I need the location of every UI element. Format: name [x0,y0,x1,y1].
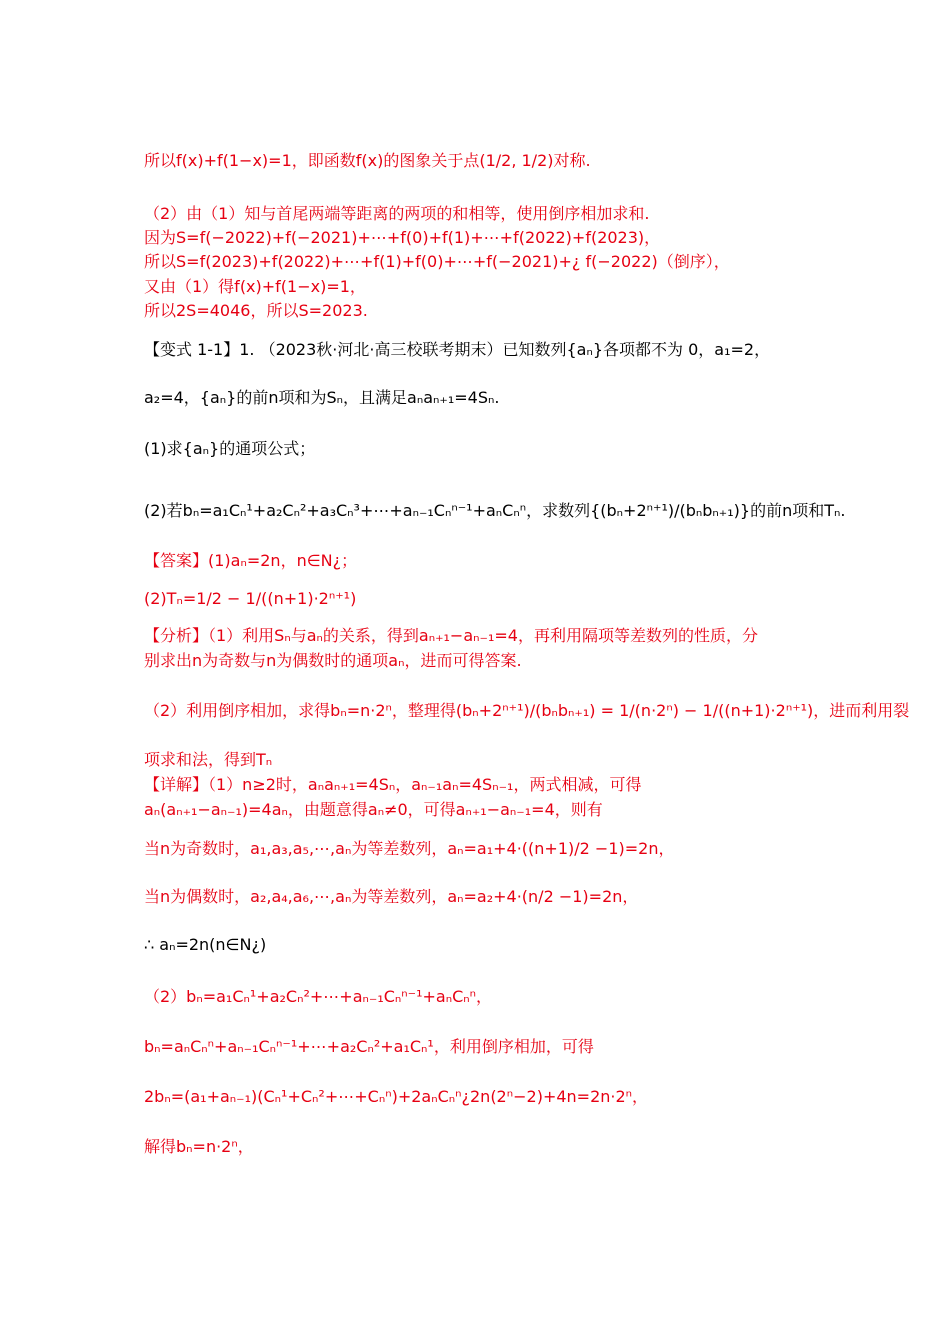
analysis-line-3: （2）利用倒序相加，求得bₙ=n·2ⁿ，整理得(bₙ+2ⁿ⁺¹)/(bₙbₙ₊₁) = 1/(n·2ⁿ) − 1/((n+1)·2ⁿ⁺¹)，进而利用裂 [144,701,910,720]
question-part-1: (1)求{aₙ}的通项公式； [144,439,316,458]
detail-part2-line-3: 2bₙ=(a₁+aₙ₋₁)(Cₙ¹+Cₙ²+⋯+Cₙⁿ)+2aₙCₙⁿ¿2n(2ⁿ−2)+4n=2n·2ⁿ， [144,1087,649,1106]
detail-line-odd: 当n为奇数时，a₁,a₃,a₅,⋯,aₙ为等差数列，aₙ=a₁+4·((n+1)/2 −1)=2n， [144,839,675,858]
analysis-line-4: 项求和法，得到Tₙ [144,750,273,769]
solution-line-result: 所以2S=4046，所以S=2023. [144,301,368,320]
question-part-2: (2)若bₙ=a₁Cₙ¹+a₂Cₙ²+a₃Cₙ³+⋯+aₙ₋₁Cₙⁿ⁻¹+aₙCₙⁿ，求数列{(bₙ+2ⁿ⁺¹)/(bₙbₙ₊₁)}的前n项和Tₙ. [144,501,846,520]
variant-problem-conditions: a₂=4，{aₙ}的前n项和为Sₙ，且满足aₙaₙ₊₁=4Sₙ. [144,388,500,407]
answer-part-2: (2)Tₙ=1/2 − 1/((n+1)·2ⁿ⁺¹) [144,589,357,608]
solution-line-symmetry: 所以f(x)+f(1−x)=1，即函数f(x)的图象关于点(1/2, 1/2)对称. [144,151,591,170]
detail-line-2: aₙ(aₙ₊₁−aₙ₋₁)=4aₙ，由题意得aₙ≠0，可得aₙ₊₁−aₙ₋₁=4，则有 [144,800,603,819]
solution-line-pair-sum: 又由（1）得f(x)+f(1−x)=1， [144,277,366,296]
detail-part2-line-4: 解得bₙ=n·2ⁿ， [144,1137,254,1156]
detail-part2-line-2: bₙ=aₙCₙⁿ+aₙ₋₁Cₙⁿ⁻¹+⋯+a₂Cₙ²+a₁Cₙ¹，利用倒序相加，可得 [144,1037,594,1056]
solution-line-part2-intro: （2）由（1）知与首尾两端等距离的两项的和相等，使用倒序相加求和. [144,204,650,223]
detail-line-1: 【详解】（1）n≥2时，aₙaₙ₊₁=4Sₙ，aₙ₋₁aₙ=4Sₙ₋₁，两式相减，可得 [144,775,642,794]
solution-line-sum-forward: 因为S=f(−2022)+f(−2021)+⋯+f(0)+f(1)+⋯+f(2022)+f(2023)， [144,228,661,247]
detail-part2-line-1: （2）bₙ=a₁Cₙ¹+a₂Cₙ²+⋯+aₙ₋₁Cₙⁿ⁻¹+aₙCₙⁿ， [144,987,493,1006]
solution-line-sum-reverse: 所以S=f(2023)+f(2022)+⋯+f(1)+f(0)+⋯+f(−2021)+¿ f(−2022)（倒序）， [144,252,730,271]
analysis-line-2: 别求出n为奇数与n为偶数时的通项aₙ，进而可得答案. [144,651,522,670]
analysis-line-1: 【分析】（1）利用Sₙ与aₙ的关系，得到aₙ₊₁−aₙ₋₁=4，再利用隔项等差数列的性质，分 [144,626,758,645]
answer-part-1: 【答案】(1)aₙ=2n，n∈N¿； [144,551,358,570]
detail-line-even: 当n为偶数时，a₂,a₄,a₆,⋯,aₙ为等差数列，aₙ=a₂+4·(n/2 −1)=2n， [144,887,639,906]
detail-line-conclusion: ∴ aₙ=2n(n∈N¿) [144,935,267,954]
variant-problem-heading: 【变式 1-1】1. （2023秋·河北·高三校联考期末）已知数列{aₙ}各项都不为 0，a₁=2， [144,340,771,359]
